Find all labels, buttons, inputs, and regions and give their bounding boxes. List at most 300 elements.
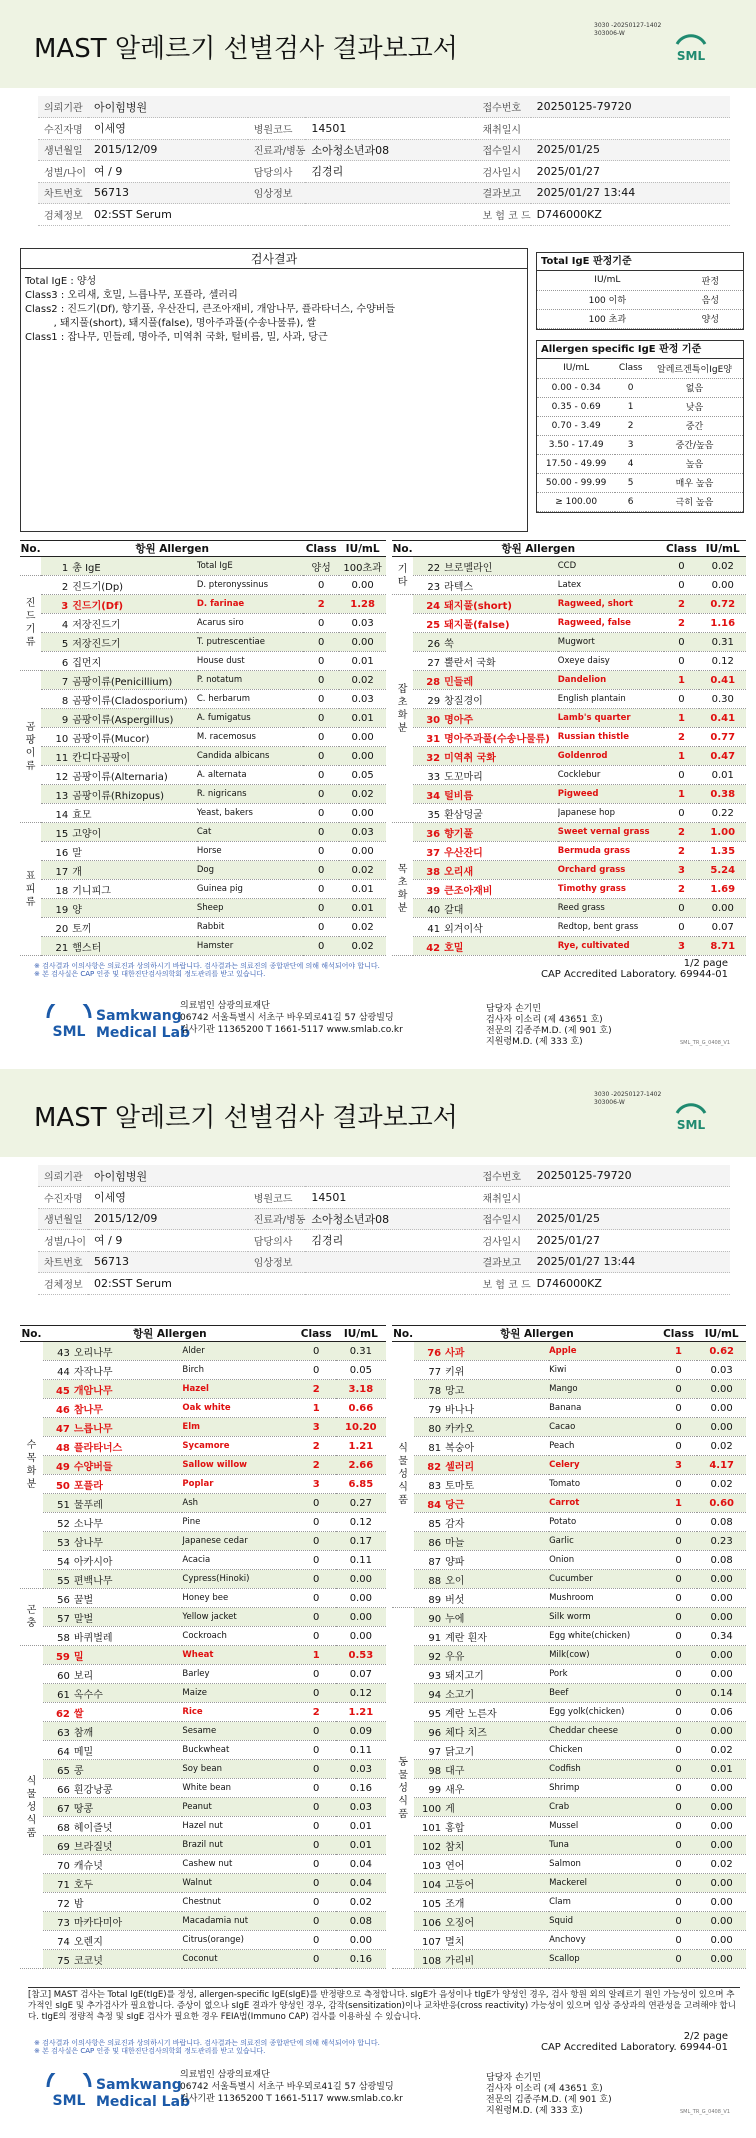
- allergen-class: 0: [303, 633, 339, 652]
- allergen-name: [414, 1855, 549, 1874]
- allergen-name: [414, 1893, 549, 1912]
- allergen-english: Total IgE: [197, 557, 303, 576]
- allergen-class: 0: [660, 1779, 698, 1798]
- allergen-korean: 우산잔디: [444, 847, 483, 859]
- allergen-class: 0: [660, 1475, 698, 1494]
- allergen-row: [20, 1931, 386, 1950]
- allergen-row: [392, 842, 746, 861]
- allergen-english: Anchovy: [549, 1931, 660, 1950]
- allergen-row: [392, 595, 746, 614]
- allergen-class: 0: [297, 1608, 336, 1627]
- allergen-row: [20, 1475, 386, 1494]
- allergen-korean: 소나무: [73, 1518, 103, 1530]
- allergen-iu: 0.03: [697, 1361, 746, 1380]
- allergen-row: [392, 766, 746, 785]
- col-no: No.: [20, 542, 41, 555]
- allergen-no: 91: [428, 1632, 442, 1644]
- allergen-no: 108: [422, 1955, 442, 1967]
- group-label: [20, 1342, 43, 1589]
- allergen-no: 38: [426, 866, 441, 878]
- allergen-row: [392, 1494, 746, 1513]
- allergen-name: [414, 1779, 549, 1798]
- col-allergen: 항원 Allergen: [43, 1326, 297, 1342]
- allergen-class: 1: [297, 1646, 336, 1665]
- allergen-class: 양성: [303, 557, 339, 576]
- allergen-korean: 가리비: [445, 1955, 475, 1967]
- allergen-no: 100: [422, 1803, 442, 1815]
- allergen-class: 2: [664, 880, 700, 899]
- allergen-class: 0: [660, 1703, 698, 1722]
- allergen-no: 37: [426, 847, 441, 859]
- allergen-name: [41, 861, 197, 880]
- allergen-class: 0: [297, 1589, 336, 1608]
- allergen-english: T. putrescentiae: [197, 633, 303, 652]
- allergen-korean: 자작나무: [73, 1366, 113, 1378]
- allergen-no: 73: [57, 1917, 70, 1929]
- allergen-english: Codfish: [549, 1760, 660, 1779]
- allergen-class: 2: [297, 1437, 336, 1456]
- allergen-english: Birch: [182, 1361, 296, 1380]
- allergen-korean: 쑥: [444, 638, 454, 650]
- barcode-text: 3030 -20250127-1402 303006-W: [594, 22, 662, 37]
- allergen-name: [414, 1608, 549, 1627]
- allergen-no: 84: [427, 1499, 442, 1511]
- allergen-class: 0: [303, 709, 339, 728]
- allergen-name: [414, 1817, 549, 1836]
- group-label: [20, 671, 41, 823]
- allergen-no: 89: [428, 1594, 442, 1606]
- allergen-korean: 명아주: [444, 714, 474, 726]
- allergen-korean: 땅콩: [73, 1803, 94, 1815]
- allergen-korean: 진드기(Df): [72, 600, 124, 612]
- allergen-row: [20, 823, 386, 842]
- allergen-class: 0: [660, 1950, 698, 1969]
- allergen-english: Sesame: [182, 1722, 296, 1741]
- allergen-korean: 카카오: [445, 1423, 475, 1435]
- allergen-iu: 0.34: [697, 1627, 746, 1646]
- allergen-iu: 0.07: [699, 918, 746, 937]
- allergen-english: Scallop: [549, 1950, 660, 1969]
- allergen-row: [392, 1931, 746, 1950]
- allergen-class: 1: [664, 709, 700, 728]
- allergen-english: Yellow jacket: [182, 1608, 296, 1627]
- allergen-english: Yeast, bakers: [197, 804, 303, 823]
- allergen-korean: 꿀벌: [73, 1594, 94, 1606]
- allergen-english: Citrus(orange): [182, 1931, 296, 1950]
- allergen-name: [414, 1760, 549, 1779]
- allergen-iu: 0.31: [699, 633, 746, 652]
- allergen-class: 0: [297, 1361, 336, 1380]
- allergen-row: [20, 1437, 386, 1456]
- allergen-row: [20, 557, 386, 576]
- page-number-2: 2/2 page CAP Accredited Laboratory. 69944-01: [540, 2031, 728, 2053]
- allergen-english: Banana: [549, 1399, 660, 1418]
- group-char: 팡: [25, 734, 36, 746]
- allergen-iu: 0.02: [339, 785, 386, 804]
- table-header-row: [20, 1326, 386, 1342]
- allergen-class: 2: [664, 728, 700, 747]
- allergen-korean: 셀러리: [445, 1461, 475, 1473]
- allergen-name: [43, 1665, 183, 1684]
- allergen-korean: 참치: [445, 1841, 465, 1853]
- allergen-row: [392, 671, 746, 690]
- allergen-name: [414, 1551, 549, 1570]
- samkwang-logo-icon: [44, 2073, 94, 2113]
- allergen-row: [392, 1722, 746, 1741]
- allergen-iu: 0.01: [339, 880, 386, 899]
- allergen-english: A. alternata: [197, 766, 303, 785]
- group-char: 화: [26, 1466, 37, 1477]
- allergen-class: 3: [297, 1418, 336, 1437]
- allergen-class: 0: [660, 1513, 698, 1532]
- allergen-no: 34: [426, 790, 441, 802]
- allergen-english: Mugwort: [558, 633, 664, 652]
- allergen-korean: 총 IgE: [72, 562, 101, 574]
- allergen-row: [392, 1399, 746, 1418]
- page-number-1: 1/2 page CAP Accredited Laboratory. 69944-01: [540, 958, 728, 980]
- allergen-korean: 도꼬마리: [444, 771, 483, 783]
- allergen-name: [414, 1532, 549, 1551]
- allergen-class: 0: [660, 1912, 698, 1931]
- allergen-korean: 버섯: [445, 1594, 465, 1606]
- group-label: [20, 576, 41, 671]
- allergen-row: [392, 1570, 746, 1589]
- allergen-no: 101: [422, 1822, 442, 1834]
- allergen-no: 64: [57, 1746, 70, 1758]
- allergen-row: [20, 1399, 386, 1418]
- reference-note: [참고] MAST 검사는 Total IgE(tIgE)를 정성, allergen-specific IgE(sIgE)를 반정량으로 측정합니다. sIgE가 음성이나 tIgE가 양성인 경우, 검사 항원 외의 알레르기 원인 가능성이 있으며 추가적인 sIgE 및 추가검사가 필요합니다. 증상이 없으나 sIgE 결과가 양성인 경우, 감작(sensitization)이나 교차반응(cross reactivity) 가능성이 있으며 임상 증상과의 연관성을 고려해야 합니다. tIgE의 정량적 측정 및 sIgE 검사가 필요한 경우 FEIA법(Immuno CAP) 검사를 이용하실 수 있습니다.: [28, 1987, 740, 2023]
- allergen-row: [20, 1855, 386, 1874]
- allergen-row: [20, 633, 386, 652]
- allergen-row: [392, 918, 746, 937]
- group-char: 물: [398, 1456, 408, 1467]
- allergen-iu: 0.04: [336, 1855, 386, 1874]
- allergen-row: [20, 747, 386, 766]
- allergen-iu: 0.14: [697, 1684, 746, 1703]
- allergen-english: Japanese hop: [558, 804, 664, 823]
- allergen-class: 3: [664, 861, 700, 880]
- allergen-iu: 0.00: [697, 1399, 746, 1418]
- criteria-row: [537, 454, 743, 473]
- group-label: [392, 1608, 414, 1969]
- allergen-row: [20, 1798, 386, 1817]
- allergen-korean: 호두: [73, 1879, 94, 1891]
- disclaimer-1: ※ 검사결과 이의사항은 의료진과 상의하시기 바랍니다. 검사결과는 의료진의 종합판단에 의해 해석되어야 합니다. ※ 본 검사실은 CAP 인증 및 대한진단검사의학회 정도관리를 받고 있습니다.: [34, 962, 380, 978]
- allergen-no: 2: [61, 581, 69, 593]
- report-page-2: [0, 1069, 756, 2138]
- allergen-english: Squid: [549, 1912, 660, 1931]
- allergen-english: Orchard grass: [558, 861, 664, 880]
- allergen-korean: 수양버들: [73, 1461, 113, 1473]
- allergen-name: [414, 1798, 549, 1817]
- allergen-english: Oxeye daisy: [558, 652, 664, 671]
- allergen-no: 26: [427, 638, 441, 650]
- allergen-english: Sheep: [197, 899, 303, 918]
- allergen-row: [392, 1836, 746, 1855]
- allergen-iu: 0.00: [697, 1665, 746, 1684]
- allergen-iu: 0.47: [699, 747, 746, 766]
- allergen-english: Hazel nut: [182, 1817, 296, 1836]
- allergen-name: [413, 671, 558, 690]
- allergen-korean: 포플라: [73, 1480, 103, 1492]
- allergen-name: [41, 918, 197, 937]
- allergen-korean: 쌀: [73, 1708, 84, 1720]
- samkwang-logo-icon: [44, 1004, 94, 1044]
- result-text: Total IgE : 양성 Class3 : 오리새, 호밀, 느릅나무, 포플라, 셀러리 Class2 : 진드기(Df), 향기풀, 우산잔디, 큰조아재비, 개암나무, 플라타너스, 수양버들 , 돼지풀(short), 돼지풀(false), 명아주과풀(수송나물류), 쌀 Class1 : 잡나무, 민들레, 명아주, 미역취 국화, 털비름, 밀, 사과, 당근: [25, 276, 396, 343]
- allergen-no: 83: [428, 1480, 442, 1492]
- allergen-row: [392, 1703, 746, 1722]
- allergen-row: [20, 1342, 386, 1361]
- allergen-korean: 외겨이삭: [444, 923, 483, 935]
- allergen-name: [414, 1361, 549, 1380]
- allergen-iu: 0.66: [336, 1399, 386, 1418]
- footer-1: SML Samkwang Medical Lab 의료법인 삼광의료재단 06742 서울특별시 서초구 바우뫼로41길 57 삼광빌딩 검사기관 11365200 T 1661-5117 www.smlab.co.kr 담당자 손기민 검사자 이소리 (제 43651 호) 전문의 김종주M.D. (제 901 호) 지원령M.D. (제 333 호) SML_TR_G_0408_V1: [0, 990, 756, 1060]
- allergen-korean: 민들레: [444, 676, 474, 688]
- allergen-name: [43, 1817, 183, 1836]
- allergen-iu: 0.62: [697, 1342, 746, 1361]
- allergen-name: [41, 937, 197, 956]
- allergen-korean: 새우: [445, 1784, 465, 1796]
- allergen-english: Celery: [549, 1456, 660, 1475]
- allergen-korean: 게: [445, 1803, 455, 1815]
- allergen-english: Acarus siro: [197, 614, 303, 633]
- allergen-english: Mackerel: [549, 1874, 660, 1893]
- allergen-iu: 0.53: [336, 1646, 386, 1665]
- allergen-iu: 0.08: [697, 1551, 746, 1570]
- allergen-iu: 0.00: [697, 1874, 746, 1893]
- allergen-row: [20, 671, 386, 690]
- allergen-name: [43, 1741, 183, 1760]
- allergen-korean: 칸디다곰팡이: [72, 752, 131, 764]
- allergen-iu: 0.23: [697, 1532, 746, 1551]
- allergen-iu: 0.12: [336, 1513, 386, 1532]
- allergen-no: 61: [57, 1689, 70, 1701]
- allergen-iu: 0.01: [339, 899, 386, 918]
- allergen-no: 94: [428, 1689, 442, 1701]
- allergen-row: [20, 1874, 386, 1893]
- allergen-no: 85: [428, 1518, 442, 1530]
- allergen-name: [413, 614, 558, 633]
- allergen-english: Macadamia nut: [182, 1912, 296, 1931]
- allergen-row: [20, 861, 386, 880]
- patient-info-table-2: 의뢰기관 아이힘병원 접수번호 20250125-79720 수진자명 이세영 병원코드 14501 채취일시 생년월일 2015/12/09 진료과/병동 소아청소년과08 접수일시 2025/01/25 성별/나이 여 / 9 담당의사 김경리 검사일시 2025/01/27 차트번호 56713 임상정보 결과보고 2025/01/27 13:44 검체정보 02:SST Serum 보 험 코 드 D746000KZ: [38, 1165, 730, 1295]
- allergen-name: [413, 785, 558, 804]
- allergen-no: 90: [428, 1613, 442, 1625]
- allergen-row: [392, 557, 746, 576]
- allergen-english: Coconut: [182, 1950, 296, 1969]
- allergen-korean: 느릅나무: [73, 1423, 113, 1435]
- group-char: 목: [397, 864, 408, 875]
- col-iu: IU/mL: [699, 541, 746, 557]
- allergen-no: 59: [55, 1651, 70, 1663]
- allergen-no: 87: [428, 1556, 442, 1568]
- allergen-name: [43, 1570, 183, 1589]
- allergen-no: 67: [57, 1803, 70, 1815]
- allergen-class: 0: [664, 690, 700, 709]
- allergen-class: 0: [660, 1551, 698, 1570]
- allergen-korean: 밤: [73, 1898, 84, 1910]
- allergen-row: [392, 652, 746, 671]
- allergen-iu: 0.09: [336, 1722, 386, 1741]
- allergen-korean: 소고기: [445, 1689, 475, 1701]
- allergen-english: Kiwi: [549, 1361, 660, 1380]
- allergen-class: 0: [660, 1836, 698, 1855]
- allergen-iu: 0.17: [336, 1532, 386, 1551]
- allergen-class: 0: [664, 652, 700, 671]
- group-char: 식: [398, 1795, 408, 1807]
- allergen-row: [20, 1627, 386, 1646]
- allergen-english: Redtop, bent grass: [558, 918, 664, 937]
- allergen-name: [43, 1627, 183, 1646]
- allergen-name: [414, 1627, 549, 1646]
- allergen-row: [20, 1912, 386, 1931]
- allergen-row: [20, 1760, 386, 1779]
- allergen-english: Candida albicans: [197, 747, 303, 766]
- footer-2: SML Samkwang Medical Lab 의료법인 삼광의료재단 06742 서울특별시 서초구 바우뫼로41길 57 삼광빌딩 검사기관 11365200 T 1661-5117 www.smlab.co.kr 담당자 손기민 검사자 이소리 (제 43651 호) 전문의 김종주M.D. (제 901 호) 지원령M.D. (제 333 호) SML_TR_G_0408_V1: [0, 2059, 756, 2129]
- allergen-english: Barley: [182, 1665, 296, 1684]
- allergen-english: Sycamore: [182, 1437, 296, 1456]
- allergen-class: 0: [297, 1513, 336, 1532]
- allergen-iu: 0.01: [336, 1817, 386, 1836]
- group-char: 성: [26, 1801, 37, 1813]
- allergen-iu: 0.27: [336, 1494, 386, 1513]
- allergen-name: [413, 709, 558, 728]
- allergen-name: [41, 709, 197, 728]
- allergen-iu: 0.02: [336, 1893, 386, 1912]
- allergen-iu: 0.01: [339, 709, 386, 728]
- allergen-row: [20, 842, 386, 861]
- allergen-class: 2: [303, 595, 339, 614]
- allergen-row: [20, 1893, 386, 1912]
- allergen-iu: 0.02: [697, 1741, 746, 1760]
- allergen-row: [20, 1380, 386, 1399]
- allergen-class: 0: [660, 1684, 698, 1703]
- allergen-english: English plantain: [558, 690, 664, 709]
- allergen-no: 54: [57, 1556, 70, 1568]
- allergen-class: 3: [297, 1475, 336, 1494]
- group-char: 품: [398, 1495, 408, 1506]
- allergen-class: 0: [660, 1760, 698, 1779]
- allergen-korean: 오징어: [445, 1917, 475, 1929]
- allergen-korean: 오리나무: [73, 1347, 113, 1359]
- allergen-name: [41, 671, 197, 690]
- allergen-korean: 고양이: [72, 828, 102, 840]
- specific-ige-criteria: Allergen specific IgE 판정 기준 IU/mL Class 알레르겐특이IgE양 0.00 - 0.34 0 없음 0.35 - 0.69 1 낮음 0.70 - 3.49 2 중간 3.50 - 17.49 3 중간/높음 17.50 - 49.99 4 높음 50.00 - 99.99 5 매우 높음 ≥ 100.00 6 극히 높음: [536, 340, 744, 513]
- allergen-no: 36: [426, 828, 441, 840]
- allergen-row: [20, 804, 386, 823]
- criteria-cell: 17.50 - 49.99: [537, 454, 615, 473]
- allergen-row: [392, 1874, 746, 1893]
- patient-info-table: 의뢰기관 아이힘병원 접수번호 20250125-79720 수진자명 이세영 병원코드 14501 채취일시 생년월일 2015/12/09 진료과/병동 소아청소년과08 접수일시 2025/01/25 성별/나이 여 / 9 담당의사 김경리 검사일시 2025/01/27 차트번호 56713 임상정보 결과보고 2025/01/27 13:44 검체정보 02:SST Serum 보 험 코 드 D746000KZ: [38, 96, 730, 226]
- allergen-name: [414, 1836, 549, 1855]
- allergen-english: Reed grass: [558, 899, 664, 918]
- allergen-korean: 바퀴벌레: [73, 1632, 113, 1644]
- allergen-no: 27: [427, 657, 441, 669]
- allergen-name: [43, 1893, 183, 1912]
- allergen-english: Mango: [549, 1380, 660, 1399]
- criteria-row: [537, 473, 743, 492]
- allergen-class: 0: [660, 1608, 698, 1627]
- allergen-name: [413, 861, 558, 880]
- allergen-iu: 0.00: [697, 1608, 746, 1627]
- allergen-class: 0: [297, 1684, 336, 1703]
- allergen-korean: 큰조아재비: [444, 885, 493, 897]
- allergen-english: R. nigricans: [197, 785, 303, 804]
- allergen-korean: 계란 흰자: [445, 1632, 487, 1644]
- allergen-iu: 0.12: [699, 652, 746, 671]
- allergen-english: Guinea pig: [197, 880, 303, 899]
- allergen-no: 56: [57, 1594, 70, 1606]
- allergen-class: 1: [664, 747, 700, 766]
- allergen-english: Hamster: [197, 937, 303, 956]
- group-char: 곰: [25, 721, 36, 733]
- allergen-iu: 0.00: [697, 1817, 746, 1836]
- allergen-english: Lamb's quarter: [558, 709, 664, 728]
- allergen-iu: 0.00: [336, 1608, 386, 1627]
- allergen-name: [43, 1494, 183, 1513]
- allergen-iu: 0.16: [336, 1779, 386, 1798]
- allergen-name: [414, 1950, 549, 1969]
- allergen-row: [20, 576, 386, 595]
- allergen-iu: 0.31: [336, 1342, 386, 1361]
- col-allergen: 항원 Allergen: [41, 541, 303, 557]
- allergen-class: 0: [660, 1532, 698, 1551]
- allergen-class: 0: [297, 1893, 336, 1912]
- allergen-no: 97: [428, 1746, 442, 1758]
- allergen-no: 62: [55, 1708, 70, 1720]
- col-iu: IU/mL: [697, 1326, 746, 1342]
- allergen-row: [20, 918, 386, 937]
- group-char: 분: [397, 722, 408, 734]
- allergen-row: [20, 728, 386, 747]
- allergen-english: Pine: [182, 1513, 296, 1532]
- allergen-class: 0: [664, 766, 700, 785]
- allergen-row: [20, 1494, 386, 1513]
- allergen-class: 0: [297, 1760, 336, 1779]
- criteria-row: [537, 435, 743, 454]
- allergen-no: 48: [55, 1442, 70, 1454]
- allergen-english: Peach: [549, 1437, 660, 1456]
- allergen-english: Poplar: [182, 1475, 296, 1494]
- group-char: 식: [26, 1814, 37, 1826]
- col-no: No.: [392, 542, 413, 555]
- criteria-row: [537, 492, 743, 511]
- allergen-english: P. notatum: [197, 671, 303, 690]
- allergen-english: Mushroom: [549, 1589, 660, 1608]
- allergen-no: 106: [422, 1917, 442, 1929]
- allergen-no: 55: [57, 1575, 70, 1587]
- allergen-class: 0: [660, 1665, 698, 1684]
- allergen-no: 65: [57, 1765, 70, 1777]
- allergen-row: [20, 614, 386, 633]
- allergen-iu: 4.17: [697, 1456, 746, 1475]
- allergen-row: [392, 690, 746, 709]
- allergen-row: [20, 1817, 386, 1836]
- sml-logo-icon: [671, 30, 711, 70]
- allergen-iu: 0.60: [697, 1494, 746, 1513]
- allergen-korean: 갈대: [444, 904, 464, 916]
- allergen-row: [392, 1741, 746, 1760]
- allergen-korean: 삼나무: [73, 1537, 103, 1549]
- group-char: 성: [398, 1782, 408, 1794]
- criteria-cell: 중간: [646, 416, 743, 435]
- allergen-no: 82: [427, 1461, 442, 1473]
- allergen-row: [20, 1570, 386, 1589]
- allergen-korean: 오이: [445, 1575, 465, 1587]
- allergen-iu: 0.00: [699, 576, 746, 595]
- allergen-korean: 멸치: [445, 1936, 465, 1948]
- col-class: Class: [660, 1326, 698, 1342]
